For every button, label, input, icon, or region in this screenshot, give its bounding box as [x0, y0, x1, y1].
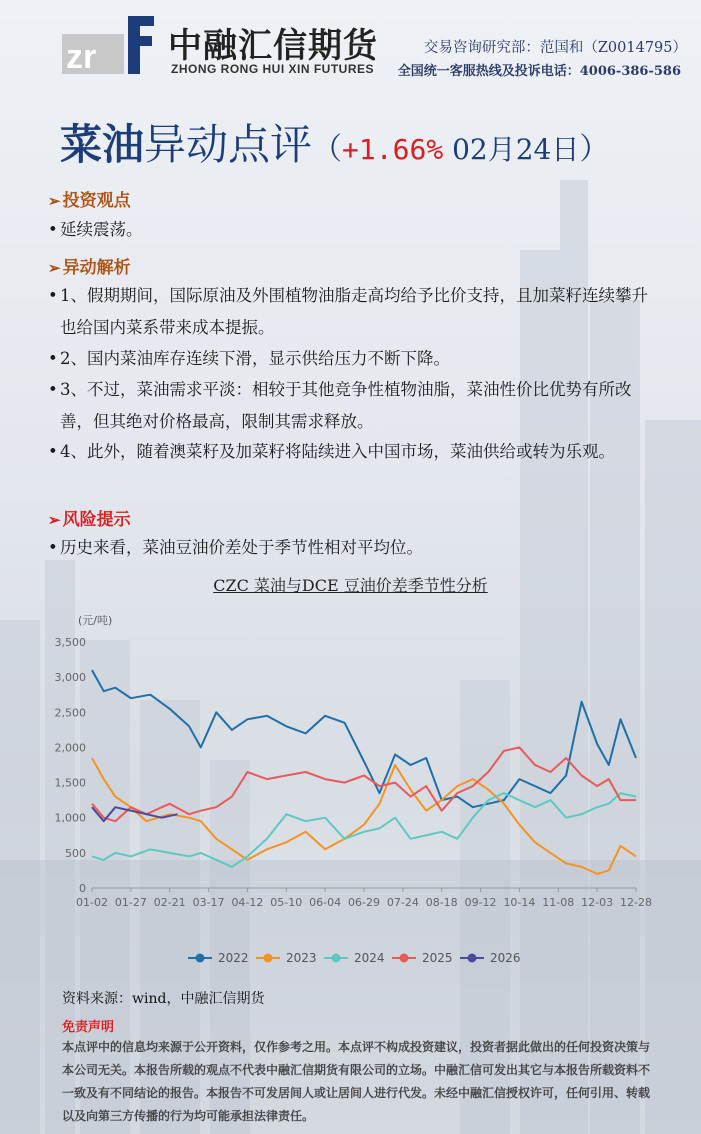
- legend-label-2024: 2024: [354, 951, 385, 965]
- svg-text:zr: zr: [66, 38, 97, 76]
- x-tick-label: 06-04: [309, 896, 342, 909]
- disclaimer-heading: 免责声明: [62, 1020, 115, 1035]
- legend-label-2022: 2022: [218, 951, 249, 965]
- arrow-icon: ➢: [48, 511, 61, 529]
- title-type: 异动点评: [144, 120, 313, 169]
- legend-marker-2024: [332, 954, 341, 963]
- y-tick-label: 2,000: [54, 741, 86, 755]
- company-logo-icon: [62, 12, 158, 78]
- y-tick-label: 1,000: [54, 811, 86, 825]
- y-tick-label: 3,500: [54, 636, 86, 649]
- company-name-cn: 中融汇信期货: [168, 26, 378, 66]
- legend-marker-2025: [400, 954, 409, 963]
- title-paren-close: ）: [579, 132, 610, 167]
- report-header: [0, 0, 701, 92]
- legend-label-2026: 2026: [490, 951, 521, 965]
- hotline-contact: 全国统一客服热线及投诉电话：4006-386-586: [397, 64, 681, 79]
- x-tick-label: 06-29: [348, 896, 380, 909]
- series-line-2022: [92, 670, 636, 807]
- x-tick-label: 01-27: [114, 896, 147, 909]
- x-tick-label: 10-14: [503, 896, 536, 909]
- y-tick-label: 0: [79, 882, 86, 895]
- section-investment-view: ➢ 投资观点: [48, 191, 131, 211]
- analyst-contact: 交易咨询研究部：范国和（Z0014795）: [423, 40, 687, 56]
- series-line-2025: [92, 747, 636, 821]
- y-axis-unit-label: (元/吨): [78, 614, 113, 627]
- title-paren-open: （: [312, 132, 343, 167]
- title-date: 02月24日: [452, 133, 580, 166]
- x-tick-label: 04-12: [231, 896, 264, 909]
- list-item: • 3、不过，菜油需求平淡：相较于其他竞争性植物油脂，菜油性价比优势有所改善，但其绝对价格最高，限制其需求释放。: [48, 380, 632, 431]
- list-item: • 1、假期期间，国际原油及外围植物油脂走高均给予比价支持，且加菜籽连续攀升也给国内菜系带来成本提振。: [48, 286, 648, 337]
- list-item: • 延续震荡。: [48, 220, 143, 239]
- x-tick-label: 09-12: [464, 896, 497, 909]
- x-tick-label: 03-17: [192, 896, 225, 909]
- legend-marker-2023: [264, 954, 273, 963]
- y-tick-label: 2,500: [54, 706, 86, 720]
- title-change: +1.66%: [342, 133, 444, 166]
- x-tick-label: 12-28: [620, 896, 652, 909]
- legend-marker-2022: [196, 954, 205, 963]
- x-tick-label: 02-21: [153, 896, 186, 909]
- data-source: 资料来源：wind，中融汇信期货: [62, 991, 265, 1007]
- x-tick-label: 08-18: [425, 896, 458, 909]
- x-tick-label: 05-10: [270, 896, 303, 909]
- legend-marker-2026: [468, 954, 477, 963]
- x-tick-label: 12-03: [581, 896, 614, 909]
- y-tick-label: 500: [65, 846, 86, 860]
- disclaimer-text: 本点评中的信息均来源于公开资料，仅作参考之用。本点评不构成投资建议，投资者据此做出的任何投资决策与本公司无关。本报告所载的观点不代表中融汇信期货有限公司的立场。中融汇信可发出其它与本报告所载资料不一致及有不同结论的报告。本报告不可发居间人或让居间人进行代发。未经中融汇信授权许可，任何引用、转载以及向第三方传播的行为均可能承担法律责任。: [62, 1040, 651, 1123]
- section-risk: ➢ 风险提示: [48, 510, 131, 530]
- list-item: • 历史来看，菜油豆油价差处于季节性相对平均位。: [48, 538, 423, 557]
- x-tick-label: 01-02: [76, 896, 108, 909]
- section-analysis: ➢ 异动解析: [48, 258, 131, 278]
- legend-label-2023: 2023: [286, 951, 317, 965]
- arrow-icon: ➢: [48, 259, 61, 277]
- legend-label-2025: 2025: [422, 951, 453, 965]
- y-tick-label: 3,000: [54, 671, 86, 685]
- y-tick-label: 1,500: [54, 776, 86, 790]
- chart-title: CZC 菜油与DCE 豆油价差季节性分析: [213, 576, 488, 595]
- list-item: • 2、国内菜油库存连续下滑，显示供给压力不断下降。: [48, 349, 450, 368]
- arrow-icon: ➢: [48, 192, 61, 210]
- report-title: [60, 112, 609, 172]
- x-tick-label: 11-08: [542, 896, 575, 909]
- seasonal-spread-chart: [40, 600, 660, 980]
- list-item: • 4、此外，随着澳菜籽及加菜籽将陆续进入中国市场，菜油供给或转为乐观。: [48, 442, 615, 461]
- title-product: 菜油: [60, 120, 145, 169]
- x-tick-label: 07-24: [386, 896, 419, 909]
- company-name-en: ZHONG RONG HUI XIN FUTURES: [171, 62, 375, 76]
